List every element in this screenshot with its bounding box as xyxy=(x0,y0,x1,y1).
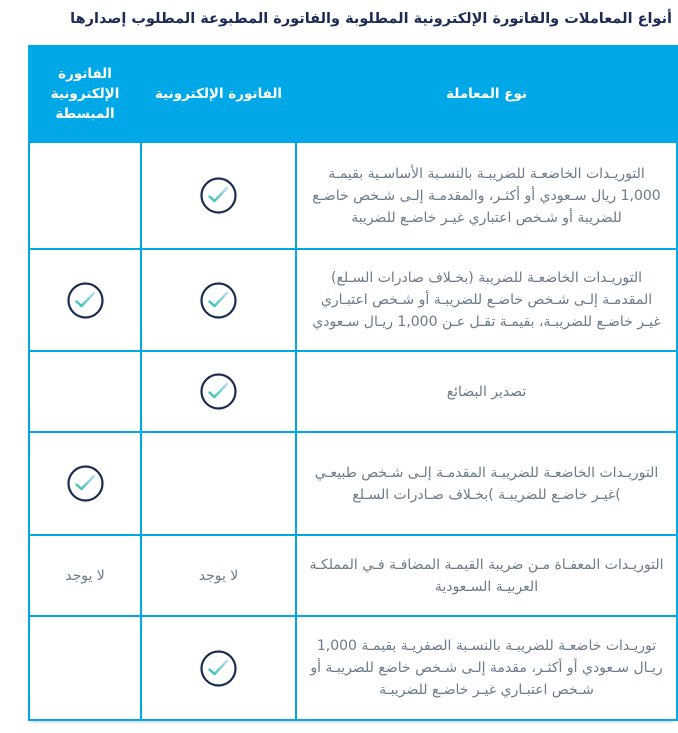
transaction-type-cell xyxy=(297,536,676,615)
not-available-label: لا يوجد xyxy=(65,567,105,584)
transaction-type-cell xyxy=(297,433,676,534)
simplified-e-invoice-cell xyxy=(30,536,140,615)
simplified-e-invoice-cell xyxy=(30,352,140,431)
transaction-type-cell xyxy=(297,250,676,350)
simplified-e-invoice-cell xyxy=(30,433,140,534)
header-simplified-e-invoice: الفاتورة الإلكترونية المبسطة xyxy=(50,66,120,122)
transaction-type-text: التوريـدات الخاضعـة للضريبة (بخـلاف صادرات السـلع) المقدمـة إلـى شـخص خاضـع للضريبـة أو شـخص اعتبـاري غيـر خاضـع للضريبـة، بقيمـة تقـل عـن 1,000 ريـال سـعودي xyxy=(312,270,661,330)
transaction-type-text: توريـدات خاضعـة للضريبـة بالنسـبة الصفريـة بقيمـة 1,000 ريـال سـعودي أو أكثـر، مقدمة إلـى شـخص خاضع للضريبـة أو شـخص اعتبـاري غيـر خاضـع للضريبـة xyxy=(310,638,663,698)
e-invoice-cell xyxy=(142,617,295,719)
e-invoice-cell xyxy=(142,352,295,431)
transaction-type-text: التوريـدات المعفـاة مـن ضريبة القيمـة المضافـة فـي المملكـة العربيـة السـعودية xyxy=(309,556,664,595)
transaction-type-text: تصدير البضائع xyxy=(446,383,527,400)
check-icon xyxy=(198,175,239,216)
invoice-types-table xyxy=(28,45,678,721)
check-icon xyxy=(65,463,106,504)
header-e-invoice: الفاتورة الإلكترونية xyxy=(154,86,283,102)
not-available-label: لا يوجد xyxy=(198,567,239,584)
check-icon xyxy=(198,371,239,412)
transaction-type-text: التوريـدات الخاضعـة للضريبـة بالنسـبة الأساسـية بقيمـة 1,000 ريال سـعودي أو أكثـر، والمقدمـة إلـى شـخص خاضـع للضريبة أو شـخص اعتباري غيـر خاضـع للضريبة xyxy=(312,165,661,226)
transaction-type-cell xyxy=(297,143,676,248)
simplified-e-invoice-cell xyxy=(30,250,140,350)
e-invoice-cell xyxy=(142,433,295,534)
simplified-e-invoice-cell xyxy=(30,617,140,719)
check-icon xyxy=(198,280,239,321)
page-title: أنواع المعاملات والفاتورة الإلكترونية المطلوبة والفاتورة المطبوعة المطلوب إصدارها xyxy=(70,11,672,27)
e-invoice-cell xyxy=(142,250,295,350)
e-invoice-cell xyxy=(142,143,295,248)
transaction-type-cell xyxy=(297,352,676,431)
transaction-type-cell xyxy=(297,617,676,719)
check-icon xyxy=(198,648,239,689)
header-transaction-type: نوع المعاملة xyxy=(446,86,527,102)
check-icon xyxy=(65,280,106,321)
simplified-e-invoice-cell xyxy=(30,143,140,248)
transaction-type-text: التوريـدات الخاضعـة للضريبـة المقدمـة إلـى شـخص طبيعـي )غيـر خاضـع للضريبـة )بخـلاف صـادرات السـلع xyxy=(314,464,659,503)
e-invoice-cell xyxy=(142,536,295,615)
